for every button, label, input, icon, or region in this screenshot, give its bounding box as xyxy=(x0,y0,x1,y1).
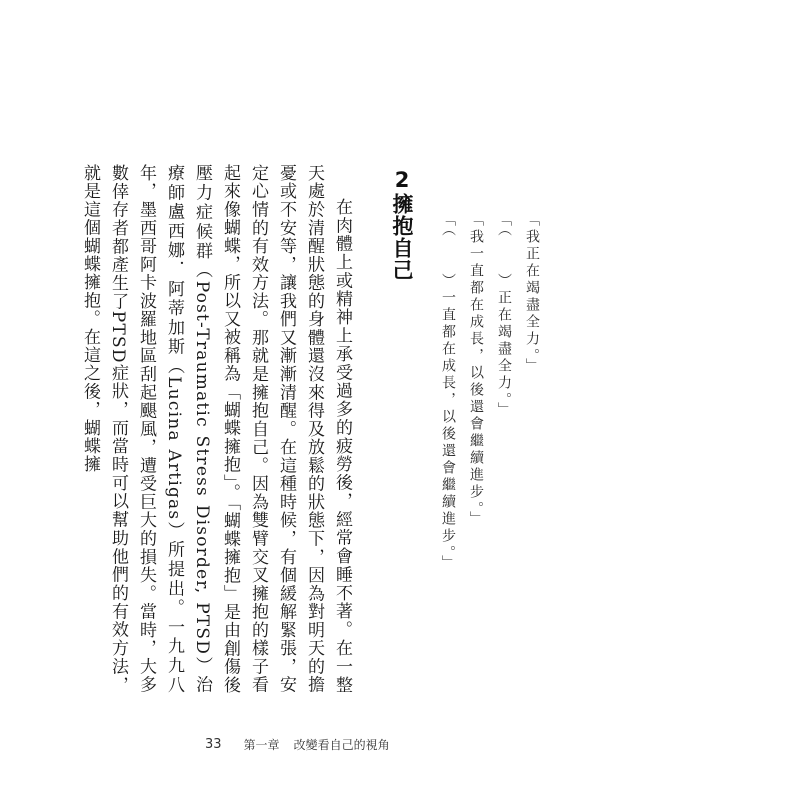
page-number: 33 xyxy=(205,737,222,752)
exercise-line-4: 「（ ）一直都在成長，以後還會繼續進步。」 xyxy=(440,212,456,572)
body-paragraph: 在肉體上或精神上承受過多的疲勞後，經常會睡不著。在一整天處於清醒狀態的身體還沒來得及放鬆的狀態下，因為對明天的擔憂或不安等，讓我們又漸漸清醒。在這種時候，有個緩解緊張，安定心情的有效方法。那就是擁抱自己。因為雙臂交叉擁抱的樣子看起來像蝴蝶，所以又被稱為「蝴蝶擁抱」。「蝴蝶擁抱」是由創傷後壓力症候群（Post-Traumatic Stress Disorder, PTSD）治療師盧西娜．阿蒂加斯（Lucina Artigas）所提出。一九九八年，墨西哥阿卡波羅地區刮起颶風，遭受巨大的損失。當時，大多數倖存者都產生了PTSD症狀，而當時可以幫助他們的有效方法，就是這個蝴蝶擁抱。在這之後，蝴蝶擁 xyxy=(80,164,352,694)
exercise-prompts xyxy=(436,212,546,572)
chapter-title: 改變看自己的視角 xyxy=(293,738,390,752)
page-footer xyxy=(205,736,390,753)
exercise-line-3: 「我一直都在成長，以後還會繼續進步。」 xyxy=(468,212,484,528)
exercise-line-1: 「我正在竭盡全力。」 xyxy=(524,212,540,375)
section-heading: 2擁抱自己 xyxy=(390,168,414,281)
body-text xyxy=(80,164,356,694)
chapter-label: 第一章 xyxy=(243,738,280,752)
exercise-line-2: 「（ ）正在竭盡全力。」 xyxy=(496,212,512,419)
